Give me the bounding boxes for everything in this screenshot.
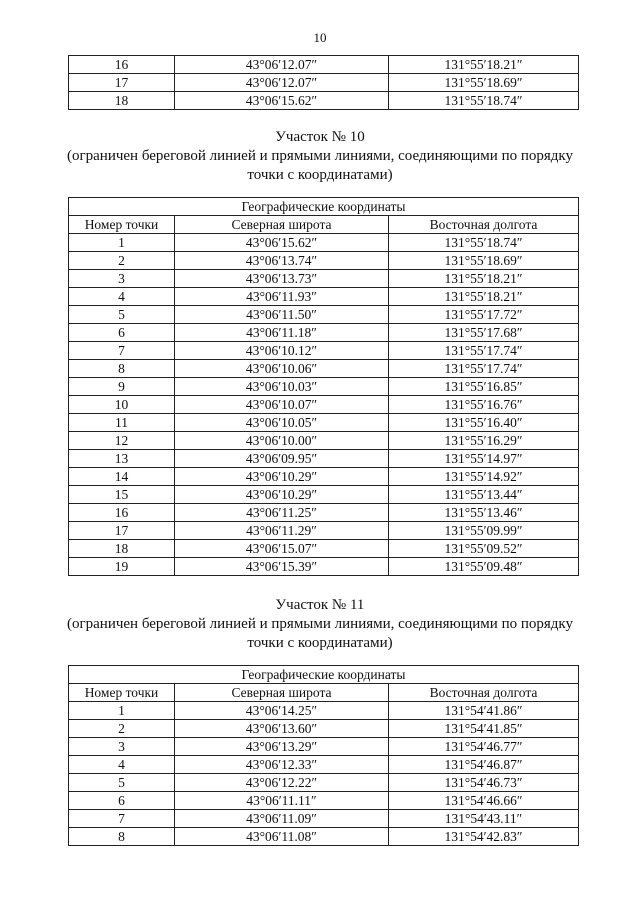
point-number-cell: 10 bbox=[69, 396, 175, 414]
section-11-heading bbox=[0, 596, 640, 653]
longitude-cell: 131°55′14.97″ bbox=[389, 450, 579, 468]
latitude-cell: 43°06′09.95″ bbox=[175, 450, 389, 468]
longitude-cell: 131°55′09.99″ bbox=[389, 522, 579, 540]
section-description: (ограничен береговой линией и прямыми линиями, соединяющими по порядку bbox=[66, 616, 573, 632]
longitude-cell: 131°55′09.48″ bbox=[389, 558, 579, 576]
latitude-cell: 43°06′13.73″ bbox=[175, 270, 389, 288]
table-row bbox=[69, 396, 579, 414]
point-number-cell: 18 bbox=[69, 540, 175, 558]
point-number-cell: 14 bbox=[69, 468, 175, 486]
point-number-cell: 11 bbox=[69, 414, 175, 432]
latitude-cell: 43°06′11.93″ bbox=[175, 288, 389, 306]
coordinates-table-section-11 bbox=[68, 665, 579, 846]
point-number-cell: 5 bbox=[69, 306, 175, 324]
point-number-cell: 2 bbox=[69, 720, 175, 738]
column-header-latitude: Северная широта bbox=[175, 684, 389, 702]
latitude-cell: 43°06′10.29″ bbox=[175, 486, 389, 504]
latitude-cell: 43°06′14.25″ bbox=[175, 702, 389, 720]
point-number-cell: 2 bbox=[69, 252, 175, 270]
table-row bbox=[69, 756, 579, 774]
table-row bbox=[69, 378, 579, 396]
longitude-cell: 131°55′16.40″ bbox=[389, 414, 579, 432]
longitude-cell: 131°55′17.74″ bbox=[389, 342, 579, 360]
table-row bbox=[69, 270, 579, 288]
latitude-cell: 43°06′10.03″ bbox=[175, 378, 389, 396]
longitude-cell: 131°55′16.85″ bbox=[389, 378, 579, 396]
point-number-cell: 12 bbox=[69, 432, 175, 450]
longitude-cell: 131°55′17.72″ bbox=[389, 306, 579, 324]
table-row bbox=[69, 558, 579, 576]
point-number-cell: 3 bbox=[69, 270, 175, 288]
table-row bbox=[69, 828, 579, 846]
point-number-cell: 7 bbox=[69, 810, 175, 828]
point-number-cell: 19 bbox=[69, 558, 175, 576]
point-number-cell: 6 bbox=[69, 324, 175, 342]
column-header-longitude: Восточная долгота bbox=[389, 684, 579, 702]
longitude-cell: 131°55′18.74″ bbox=[389, 234, 579, 252]
table-row bbox=[69, 774, 579, 792]
point-number-cell: 1 bbox=[69, 702, 175, 720]
table-row bbox=[69, 252, 579, 270]
latitude-cell: 43°06′11.18″ bbox=[175, 324, 389, 342]
point-number-cell: 16 bbox=[69, 504, 175, 522]
latitude-cell: 43°06′15.39″ bbox=[175, 558, 389, 576]
table-row bbox=[69, 486, 579, 504]
table-caption: Географические координаты bbox=[69, 666, 579, 684]
point-number-cell: 17 bbox=[69, 522, 175, 540]
latitude-cell: 43°06′12.07″ bbox=[175, 56, 389, 74]
table-row bbox=[69, 522, 579, 540]
point-number-cell: 1 bbox=[69, 234, 175, 252]
longitude-cell: 131°54′43.11″ bbox=[389, 810, 579, 828]
table-row bbox=[69, 540, 579, 558]
latitude-cell: 43°06′15.07″ bbox=[175, 540, 389, 558]
latitude-cell: 43°06′15.62″ bbox=[175, 92, 389, 110]
column-header-point: Номер точки bbox=[69, 216, 175, 234]
longitude-cell: 131°55′16.29″ bbox=[389, 432, 579, 450]
longitude-cell: 131°54′46.87″ bbox=[389, 756, 579, 774]
table-caption: Географические координаты bbox=[69, 198, 579, 216]
latitude-cell: 43°06′12.33″ bbox=[175, 756, 389, 774]
longitude-cell: 131°55′16.76″ bbox=[389, 396, 579, 414]
point-number-cell: 13 bbox=[69, 450, 175, 468]
longitude-cell: 131°54′46.73″ bbox=[389, 774, 579, 792]
point-number-cell: 8 bbox=[69, 828, 175, 846]
table-row bbox=[69, 702, 579, 720]
point-number-cell: 3 bbox=[69, 738, 175, 756]
latitude-cell: 43°06′13.74″ bbox=[175, 252, 389, 270]
point-number-cell: 7 bbox=[69, 342, 175, 360]
table-row bbox=[69, 74, 579, 92]
longitude-cell: 131°55′18.69″ bbox=[389, 74, 579, 92]
latitude-cell: 43°06′12.07″ bbox=[175, 74, 389, 92]
column-header-point: Номер точки bbox=[69, 684, 175, 702]
longitude-cell: 131°55′18.69″ bbox=[389, 252, 579, 270]
point-number-cell: 17 bbox=[69, 74, 175, 92]
table-row bbox=[69, 360, 579, 378]
longitude-cell: 131°55′18.21″ bbox=[389, 56, 579, 74]
point-number-cell: 18 bbox=[69, 92, 175, 110]
table-row bbox=[69, 324, 579, 342]
latitude-cell: 43°06′15.62″ bbox=[175, 234, 389, 252]
point-number-cell: 16 bbox=[69, 56, 175, 74]
longitude-cell: 131°55′13.44″ bbox=[389, 486, 579, 504]
table-row bbox=[69, 342, 579, 360]
longitude-cell: 131°54′42.83″ bbox=[389, 828, 579, 846]
latitude-cell: 43°06′10.12″ bbox=[175, 342, 389, 360]
latitude-cell: 43°06′11.08″ bbox=[175, 828, 389, 846]
latitude-cell: 43°06′11.09″ bbox=[175, 810, 389, 828]
table-row bbox=[69, 432, 579, 450]
point-number-cell: 9 bbox=[69, 378, 175, 396]
longitude-cell: 131°55′17.74″ bbox=[389, 360, 579, 378]
table-row bbox=[69, 306, 579, 324]
table-row bbox=[69, 234, 579, 252]
section-description: точки с координатами) bbox=[247, 167, 393, 183]
longitude-cell: 131°55′18.21″ bbox=[389, 270, 579, 288]
section-10-heading bbox=[0, 128, 640, 185]
longitude-cell: 131°55′13.46″ bbox=[389, 504, 579, 522]
table-row bbox=[69, 468, 579, 486]
point-number-cell: 8 bbox=[69, 360, 175, 378]
longitude-cell: 131°55′14.92″ bbox=[389, 468, 579, 486]
point-number-cell: 15 bbox=[69, 486, 175, 504]
section-title: Участок № 11 bbox=[275, 597, 365, 613]
section-description: (ограничен береговой линией и прямыми линиями, соединяющими по порядку bbox=[66, 148, 573, 164]
latitude-cell: 43°06′11.11″ bbox=[175, 792, 389, 810]
latitude-cell: 43°06′10.29″ bbox=[175, 468, 389, 486]
longitude-cell: 131°55′18.74″ bbox=[389, 92, 579, 110]
table-row bbox=[69, 504, 579, 522]
longitude-cell: 131°54′46.66″ bbox=[389, 792, 579, 810]
longitude-cell: 131°55′17.68″ bbox=[389, 324, 579, 342]
coordinates-table-section-10 bbox=[68, 197, 579, 576]
table-row bbox=[69, 450, 579, 468]
latitude-cell: 43°06′10.06″ bbox=[175, 360, 389, 378]
longitude-cell: 131°54′41.85″ bbox=[389, 720, 579, 738]
latitude-cell: 43°06′13.29″ bbox=[175, 738, 389, 756]
column-header-longitude: Восточная долгота bbox=[389, 216, 579, 234]
latitude-cell: 43°06′12.22″ bbox=[175, 774, 389, 792]
latitude-cell: 43°06′11.50″ bbox=[175, 306, 389, 324]
point-number-cell: 4 bbox=[69, 288, 175, 306]
column-header-latitude: Северная широта bbox=[175, 216, 389, 234]
table-row bbox=[69, 92, 579, 110]
table-row bbox=[69, 288, 579, 306]
table-row bbox=[69, 810, 579, 828]
section-description: точки с координатами) bbox=[247, 635, 393, 651]
table-row bbox=[69, 720, 579, 738]
longitude-cell: 131°55′18.21″ bbox=[389, 288, 579, 306]
longitude-cell: 131°54′41.86″ bbox=[389, 702, 579, 720]
latitude-cell: 43°06′11.25″ bbox=[175, 504, 389, 522]
longitude-cell: 131°54′46.77″ bbox=[389, 738, 579, 756]
page-number: 10 bbox=[313, 30, 327, 45]
latitude-cell: 43°06′13.60″ bbox=[175, 720, 389, 738]
continuation-table bbox=[68, 55, 579, 110]
table-row bbox=[69, 792, 579, 810]
latitude-cell: 43°06′11.29″ bbox=[175, 522, 389, 540]
table-row bbox=[69, 738, 579, 756]
table-row bbox=[69, 414, 579, 432]
point-number-cell: 5 bbox=[69, 774, 175, 792]
latitude-cell: 43°06′10.00″ bbox=[175, 432, 389, 450]
point-number-cell: 6 bbox=[69, 792, 175, 810]
section-title: Участок № 10 bbox=[275, 129, 365, 145]
latitude-cell: 43°06′10.07″ bbox=[175, 396, 389, 414]
latitude-cell: 43°06′10.05″ bbox=[175, 414, 389, 432]
table-row bbox=[69, 56, 579, 74]
longitude-cell: 131°55′09.52″ bbox=[389, 540, 579, 558]
point-number-cell: 4 bbox=[69, 756, 175, 774]
